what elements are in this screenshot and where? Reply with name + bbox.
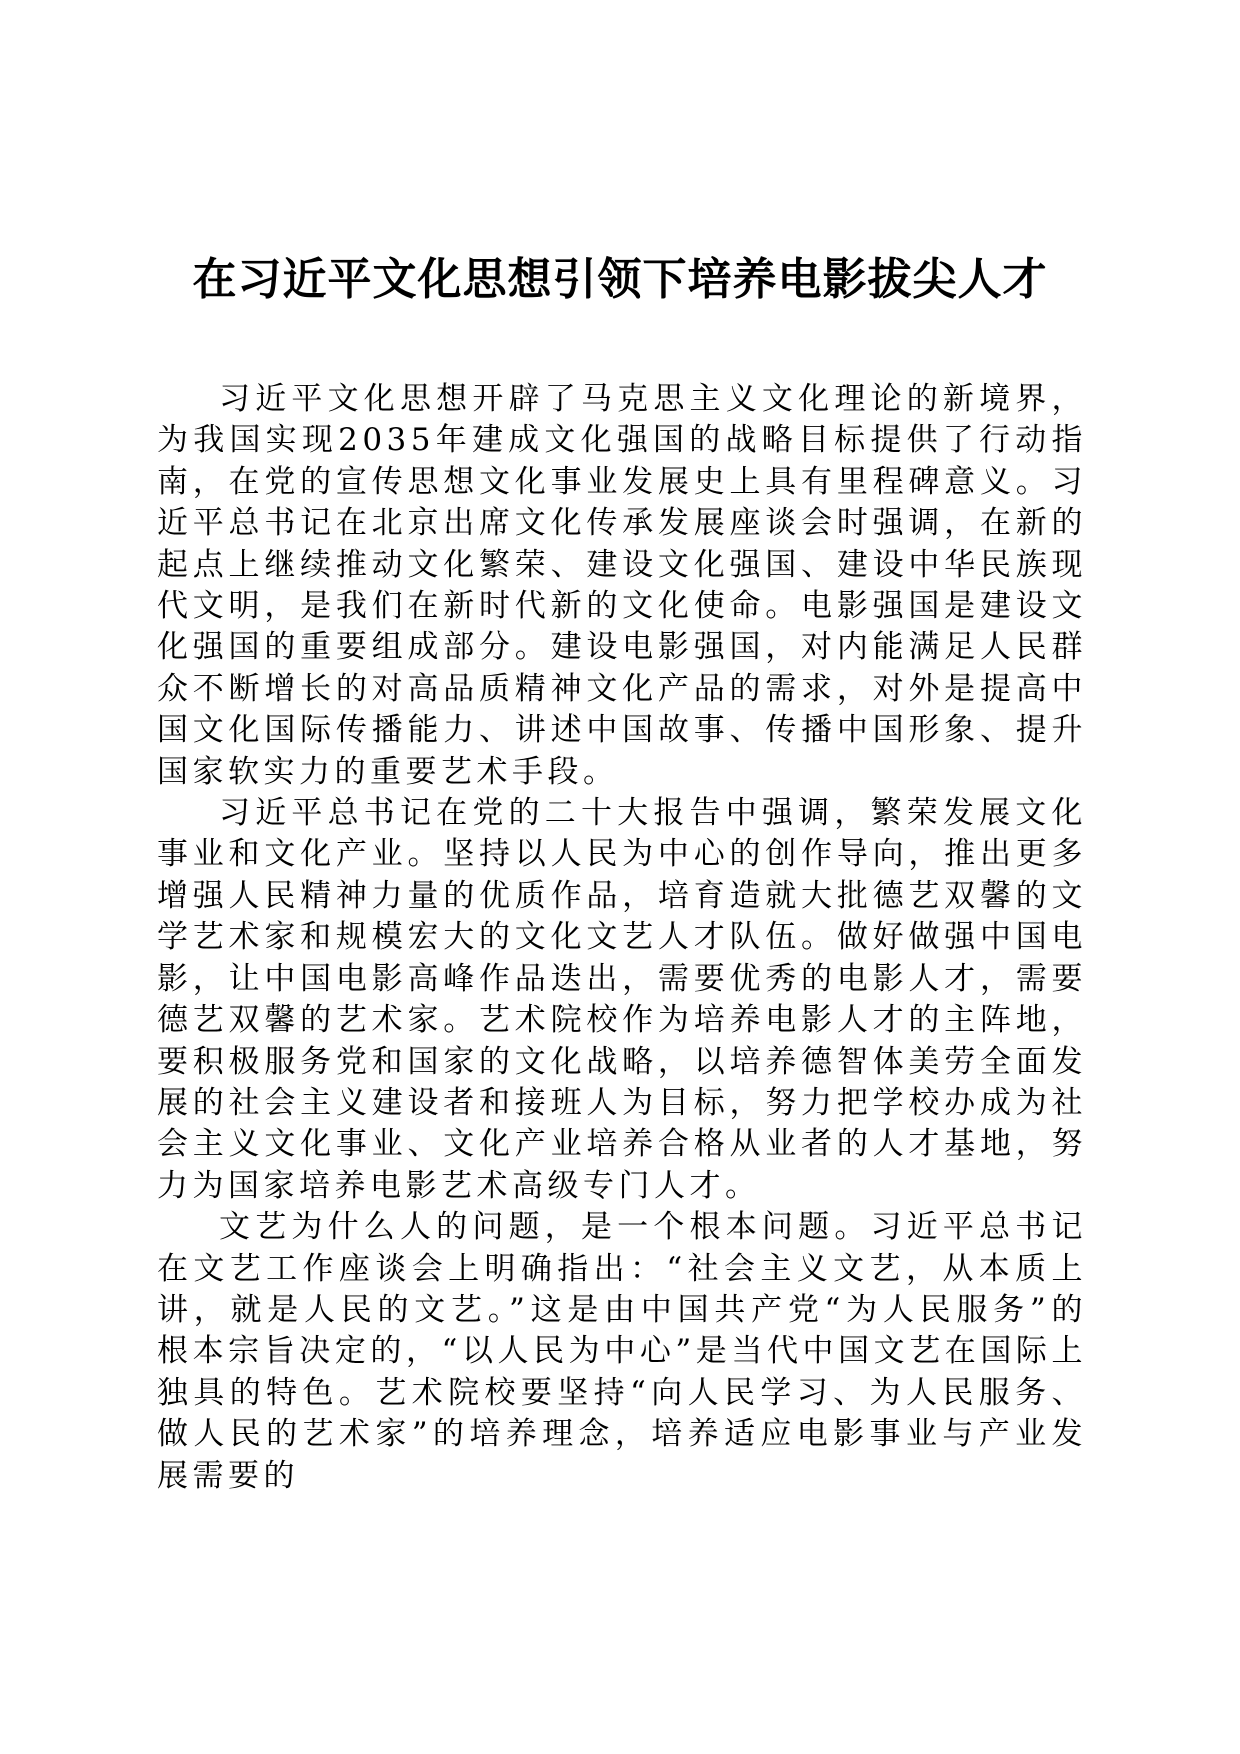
paragraph-3: 文艺为什么人的问题，是一个根本问题。习近平总书记在文艺工作座谈会上明确指出：“社会主义文艺，从本质上讲，就是人民的文艺。”这是由中国共产党“为人民服务”的根本宗旨决定的，“以人民为中心”是当代中国文艺在国际上独具的特色。艺术院校要坚持“向人民学习、为人民服务、做人民的艺术家”的培养理念，培养适应电影事业与产业发展需要的	[157, 1209, 1087, 1494]
document-title: 在习近平文化思想引领下培养电影拔尖人才	[192, 254, 1048, 305]
paragraph-1: 习近平文化思想开辟了马克思主义文化理论的新境界，为我国实现2035年建成文化强国的战略目标提供了行动指南，在党的宣传思想文化事业发展史上具有里程碑意义。习近平总书记在北京出席文化传承发展座谈会时强调，在新的起点上继续推动文化繁荣、建设文化强国、建设中华民族现代文明，是我们在新时代新的文化使命。电影强国是建设文化强国的重要组成部分。建设电影强国，对内能满足人民群众不断增长的对高品质精神文化产品的需求，对外是提高中国文化国际传播能力、讲述中国故事、传播中国形象、提升国家软实力的重要艺术手段。	[157, 381, 1087, 790]
document-body	[157, 379, 1087, 1497]
paragraph-2: 习近平总书记在党的二十大报告中强调，繁荣发展文化事业和文化产业。坚持以人民为中心的创作导向，推出更多增强人民精神力量的优质作品，培育造就大批德艺双馨的文学艺术家和规模宏大的文化文艺人才队伍。做好做强中国电影，让中国电影高峰作品迭出，需要优秀的电影人才，需要德艺双馨的艺术家。艺术院校作为培养电影人才的主阵地，要积极服务党和国家的文化战略，以培养德智体美劳全面发展的社会主义建设者和接班人为目标，努力把学校办成为社会主义文化事业、文化产业培养合格从业者的人才基地，努力为国家培养电影艺术高级专门人才。	[157, 795, 1087, 1204]
